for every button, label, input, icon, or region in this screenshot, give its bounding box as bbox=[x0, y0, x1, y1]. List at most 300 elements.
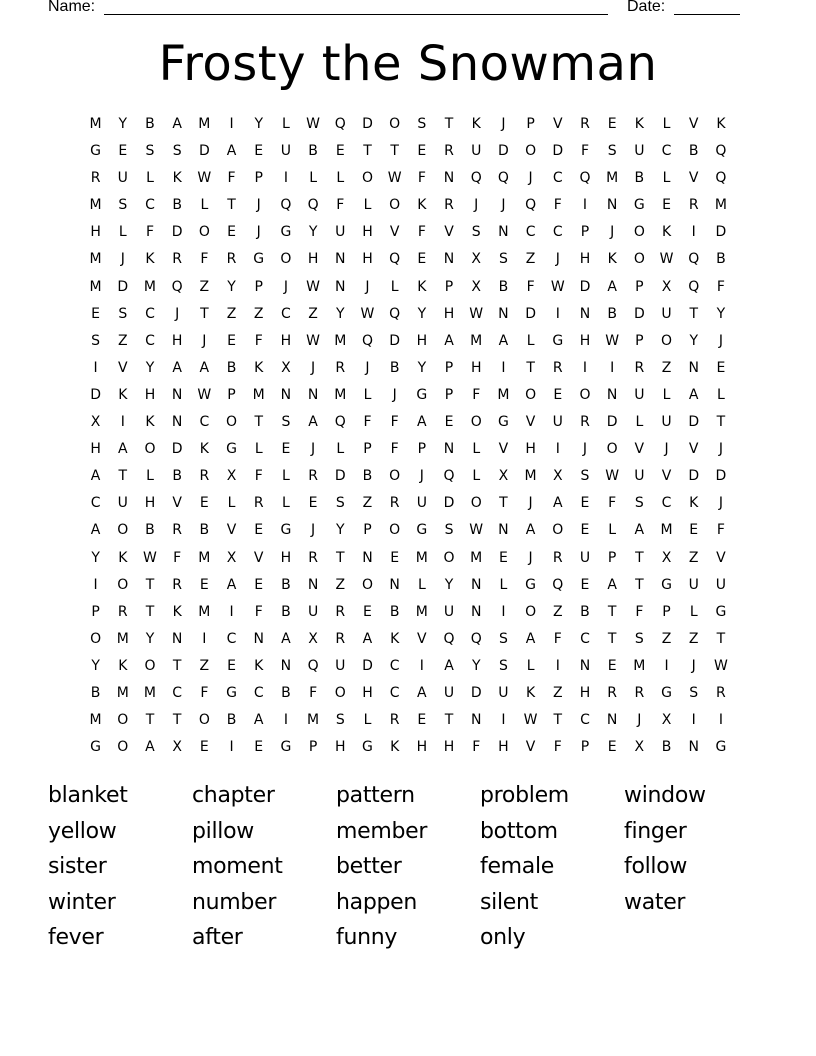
grid-letter[interactable]: I bbox=[555, 441, 560, 458]
grid-letter[interactable]: M bbox=[334, 332, 347, 349]
grid-letter[interactable]: J bbox=[175, 305, 180, 322]
grid-letter[interactable]: K bbox=[118, 549, 128, 566]
grid-letter[interactable]: O bbox=[389, 197, 401, 214]
grid-letter[interactable]: O bbox=[552, 522, 564, 539]
grid-letter[interactable]: Q bbox=[389, 251, 401, 268]
grid-letter[interactable]: Q bbox=[470, 630, 482, 647]
grid-letter[interactable]: G bbox=[253, 251, 265, 268]
grid-letter[interactable]: I bbox=[582, 359, 588, 376]
grid-letter[interactable]: J bbox=[392, 386, 397, 403]
grid-letter[interactable]: E bbox=[227, 332, 236, 349]
grid-letter[interactable]: C bbox=[199, 414, 210, 431]
grid-letter[interactable]: U bbox=[688, 576, 699, 593]
grid-letter[interactable]: A bbox=[281, 630, 291, 647]
grid-letter[interactable]: F bbox=[472, 739, 481, 756]
grid-letter[interactable]: L bbox=[662, 170, 671, 187]
grid-letter[interactable]: H bbox=[525, 441, 536, 458]
grid-letter[interactable]: H bbox=[144, 495, 156, 512]
grid-letter[interactable]: U bbox=[335, 657, 346, 674]
grid-letter[interactable]: V bbox=[552, 116, 563, 132]
grid-letter[interactable]: P bbox=[444, 386, 454, 403]
grid-letter[interactable]: U bbox=[634, 468, 645, 485]
grid-letter[interactable]: M bbox=[198, 116, 211, 132]
grid-letter[interactable]: N bbox=[280, 657, 292, 674]
grid-letter[interactable]: N bbox=[389, 576, 400, 593]
grid-letter[interactable]: W bbox=[605, 332, 620, 349]
grid-letter[interactable]: P bbox=[444, 278, 454, 295]
grid-letter[interactable]: M bbox=[714, 197, 727, 214]
grid-letter[interactable]: L bbox=[200, 197, 209, 214]
grid-letter[interactable]: T bbox=[716, 414, 726, 431]
grid-letter[interactable]: J bbox=[610, 224, 615, 241]
grid-letter[interactable]: G bbox=[416, 522, 428, 539]
grid-letter[interactable]: E bbox=[662, 197, 671, 214]
grid-letter[interactable]: L bbox=[417, 576, 426, 593]
grid-letter[interactable]: U bbox=[443, 684, 455, 701]
grid-letter[interactable]: X bbox=[308, 630, 318, 647]
grid-letter[interactable]: G bbox=[661, 576, 672, 593]
grid-letter[interactable]: A bbox=[688, 386, 699, 403]
grid-letter[interactable]: K bbox=[607, 251, 617, 268]
grid-letter[interactable]: N bbox=[579, 657, 591, 674]
grid-letter[interactable]: Q bbox=[688, 278, 700, 295]
grid-letter[interactable]: O bbox=[389, 522, 401, 539]
grid-letter[interactable]: D bbox=[389, 332, 401, 349]
grid-letter[interactable]: F bbox=[472, 386, 481, 403]
grid-letter[interactable]: C bbox=[226, 630, 237, 647]
grid-letter[interactable]: E bbox=[308, 495, 318, 512]
grid-letter[interactable]: J bbox=[202, 332, 207, 349]
grid-letter[interactable]: U bbox=[416, 495, 427, 512]
grid-letter[interactable]: I bbox=[501, 712, 506, 729]
grid-letter[interactable]: T bbox=[145, 576, 155, 593]
grid-letter[interactable]: F bbox=[553, 739, 562, 756]
grid-letter[interactable]: R bbox=[226, 251, 237, 268]
grid-letter[interactable]: Z bbox=[226, 305, 237, 322]
grid-letter[interactable]: T bbox=[363, 143, 372, 160]
grid-letter[interactable]: O bbox=[525, 603, 537, 620]
grid-letter[interactable]: Y bbox=[689, 332, 698, 349]
grid-letter[interactable]: L bbox=[336, 441, 345, 458]
grid-letter[interactable]: Z bbox=[688, 630, 699, 647]
grid-letter[interactable]: U bbox=[579, 549, 591, 566]
grid-letter[interactable]: Z bbox=[688, 549, 699, 566]
grid-letter[interactable]: L bbox=[662, 116, 671, 132]
grid-letter[interactable]: M bbox=[252, 386, 265, 403]
grid-letter[interactable]: X bbox=[552, 468, 563, 485]
grid-letter[interactable]: C bbox=[552, 224, 563, 241]
grid-letter[interactable]: U bbox=[443, 603, 455, 620]
grid-letter[interactable]: B bbox=[90, 684, 101, 701]
grid-letter[interactable]: O bbox=[90, 630, 102, 647]
grid-letter[interactable]: B bbox=[281, 576, 291, 593]
grid-letter[interactable]: E bbox=[580, 495, 590, 512]
grid-letter[interactable]: B bbox=[226, 712, 237, 729]
grid-letter[interactable]: O bbox=[443, 549, 455, 566]
grid-letter[interactable]: M bbox=[198, 603, 211, 620]
grid-letter[interactable]: E bbox=[417, 712, 427, 729]
grid-letter[interactable]: K bbox=[526, 684, 536, 701]
grid-letter[interactable]: F bbox=[227, 170, 236, 187]
grid-letter[interactable]: X bbox=[226, 549, 237, 566]
grid-letter[interactable]: M bbox=[470, 332, 483, 349]
grid-letter[interactable]: V bbox=[661, 468, 672, 485]
grid-letter[interactable]: W bbox=[143, 549, 157, 566]
grid-letter[interactable]: J bbox=[365, 278, 370, 295]
grid-letter[interactable]: H bbox=[307, 251, 319, 268]
grid-letter[interactable]: L bbox=[472, 468, 481, 485]
grid-letter[interactable]: J bbox=[474, 197, 479, 214]
grid-letter[interactable]: I bbox=[229, 603, 234, 620]
grid-letter[interactable]: L bbox=[146, 468, 154, 485]
grid-letter[interactable]: C bbox=[580, 712, 590, 729]
grid-letter[interactable]: S bbox=[145, 143, 155, 160]
grid-letter[interactable]: T bbox=[526, 359, 535, 376]
grid-letter[interactable]: Z bbox=[525, 251, 536, 268]
grid-letter[interactable]: T bbox=[553, 712, 563, 729]
grid-letter[interactable]: E bbox=[281, 441, 291, 458]
grid-letter[interactable]: M bbox=[497, 386, 510, 403]
grid-letter[interactable]: B bbox=[688, 143, 699, 160]
grid-letter[interactable]: W bbox=[523, 712, 538, 729]
grid-letter[interactable]: Z bbox=[552, 603, 563, 620]
grid-letter[interactable]: F bbox=[716, 278, 725, 295]
grid-letter[interactable]: G bbox=[90, 143, 102, 160]
grid-letter[interactable]: X bbox=[471, 278, 482, 295]
grid-letter[interactable]: T bbox=[254, 414, 263, 431]
grid-letter[interactable]: T bbox=[118, 468, 128, 485]
grid-letter[interactable]: F bbox=[336, 197, 345, 214]
grid-letter[interactable]: O bbox=[117, 712, 129, 729]
grid-letter[interactable]: M bbox=[89, 197, 102, 214]
grid-letter[interactable]: N bbox=[606, 712, 618, 729]
grid-letter[interactable]: R bbox=[90, 170, 101, 187]
grid-letter[interactable]: F bbox=[173, 549, 182, 566]
grid-letter[interactable]: E bbox=[118, 143, 128, 160]
grid-letter[interactable]: U bbox=[117, 495, 128, 512]
grid-letter[interactable]: S bbox=[634, 495, 644, 512]
grid-letter[interactable]: E bbox=[417, 251, 427, 268]
grid-letter[interactable]: J bbox=[582, 441, 588, 458]
grid-letter[interactable]: H bbox=[498, 739, 509, 756]
grid-letter[interactable]: D bbox=[362, 116, 373, 132]
grid-letter[interactable]: U bbox=[117, 170, 128, 187]
grid-letter[interactable]: V bbox=[688, 116, 699, 132]
grid-letter[interactable]: N bbox=[606, 197, 618, 214]
grid-letter[interactable]: Y bbox=[308, 224, 318, 241]
grid-letter[interactable]: L bbox=[254, 441, 263, 458]
grid-letter[interactable]: S bbox=[118, 197, 128, 214]
grid-letter[interactable]: S bbox=[118, 305, 128, 322]
grid-letter[interactable]: H bbox=[362, 224, 373, 241]
grid-letter[interactable]: J bbox=[555, 251, 560, 268]
grid-letter[interactable]: A bbox=[172, 359, 182, 376]
grid-letter[interactable]: O bbox=[389, 116, 401, 132]
grid-letter[interactable]: J bbox=[528, 549, 533, 566]
grid-letter[interactable]: E bbox=[580, 576, 590, 593]
grid-letter[interactable]: L bbox=[282, 468, 290, 485]
grid-letter[interactable]: T bbox=[444, 712, 454, 729]
grid-letter[interactable]: W bbox=[387, 170, 402, 187]
grid-letter[interactable]: P bbox=[417, 441, 427, 458]
grid-letter[interactable]: E bbox=[553, 386, 563, 403]
grid-letter[interactable]: W bbox=[197, 386, 212, 403]
grid-letter[interactable]: D bbox=[579, 278, 591, 295]
grid-letter[interactable]: M bbox=[143, 278, 157, 295]
grid-letter[interactable]: X bbox=[172, 739, 182, 756]
grid-letter[interactable]: L bbox=[662, 386, 671, 403]
grid-letter[interactable]: Y bbox=[336, 522, 345, 539]
grid-letter[interactable]: O bbox=[661, 332, 673, 349]
grid-letter[interactable]: D bbox=[525, 305, 536, 322]
grid-letter[interactable]: O bbox=[117, 576, 129, 593]
grid-letter[interactable]: A bbox=[634, 522, 645, 539]
grid-letter[interactable]: H bbox=[416, 739, 428, 756]
grid-letter[interactable]: O bbox=[198, 712, 210, 729]
grid-letter[interactable]: J bbox=[311, 522, 316, 539]
grid-letter[interactable]: Q bbox=[171, 278, 183, 295]
grid-letter[interactable]: A bbox=[525, 630, 536, 647]
grid-letter[interactable]: N bbox=[253, 630, 264, 647]
grid-letter[interactable]: B bbox=[580, 603, 590, 620]
grid-letter[interactable]: U bbox=[280, 143, 292, 160]
grid-letter[interactable]: P bbox=[635, 332, 644, 349]
grid-letter[interactable]: F bbox=[254, 332, 263, 349]
grid-letter[interactable]: G bbox=[226, 684, 237, 701]
grid-letter[interactable]: O bbox=[117, 739, 129, 756]
grid-letter[interactable]: T bbox=[635, 576, 644, 593]
grid-letter[interactable]: I bbox=[202, 630, 207, 647]
grid-letter[interactable]: K bbox=[390, 630, 400, 647]
grid-letter[interactable]: L bbox=[146, 170, 154, 187]
grid-letter[interactable]: L bbox=[309, 170, 317, 187]
grid-letter[interactable]: V bbox=[389, 224, 400, 241]
grid-letter[interactable]: A bbox=[525, 522, 536, 539]
grid-letter[interactable]: C bbox=[389, 684, 400, 701]
grid-letter[interactable]: C bbox=[145, 332, 155, 349]
grid-letter[interactable]: R bbox=[688, 197, 699, 214]
grid-letter[interactable]: E bbox=[199, 739, 209, 756]
grid-letter[interactable]: P bbox=[662, 603, 671, 620]
grid-letter[interactable]: B bbox=[308, 143, 318, 160]
grid-letter[interactable]: E bbox=[363, 603, 372, 620]
grid-letter[interactable]: J bbox=[718, 441, 723, 458]
grid-letter[interactable]: Q bbox=[280, 197, 292, 214]
grid-letter[interactable]: Q bbox=[688, 251, 700, 268]
grid-letter[interactable]: C bbox=[172, 684, 183, 701]
grid-letter[interactable]: Y bbox=[227, 278, 236, 295]
grid-letter[interactable]: R bbox=[335, 603, 346, 620]
grid-letter[interactable]: L bbox=[472, 441, 481, 458]
grid-letter[interactable]: I bbox=[555, 305, 560, 322]
grid-letter[interactable]: D bbox=[498, 143, 509, 160]
grid-letter[interactable]: C bbox=[90, 495, 101, 512]
grid-letter[interactable]: M bbox=[633, 657, 646, 674]
grid-letter[interactable]: E bbox=[254, 522, 264, 539]
grid-letter[interactable]: K bbox=[172, 603, 182, 620]
grid-letter[interactable]: O bbox=[579, 386, 591, 403]
grid-letter[interactable]: T bbox=[227, 197, 236, 214]
grid-letter[interactable]: N bbox=[171, 414, 183, 431]
grid-letter[interactable]: G bbox=[552, 332, 564, 349]
date-blank-line[interactable] bbox=[674, 14, 740, 15]
grid-letter[interactable]: L bbox=[689, 603, 698, 620]
grid-letter[interactable]: P bbox=[91, 603, 100, 620]
grid-letter[interactable]: P bbox=[363, 441, 372, 458]
grid-letter[interactable]: M bbox=[89, 116, 102, 132]
grid-letter[interactable]: D bbox=[633, 305, 645, 322]
grid-letter[interactable]: F bbox=[417, 170, 426, 187]
grid-letter[interactable]: M bbox=[606, 170, 619, 187]
grid-letter[interactable]: K bbox=[145, 414, 155, 431]
grid-letter[interactable]: S bbox=[417, 116, 427, 132]
grid-letter[interactable]: D bbox=[470, 684, 482, 701]
grid-letter[interactable]: M bbox=[198, 549, 211, 566]
grid-letter[interactable]: G bbox=[715, 739, 727, 756]
grid-letter[interactable]: N bbox=[335, 251, 346, 268]
grid-letter[interactable]: S bbox=[634, 630, 644, 647]
grid-letter[interactable]: R bbox=[172, 522, 183, 539]
grid-letter[interactable]: I bbox=[664, 657, 669, 674]
grid-letter[interactable]: A bbox=[253, 712, 264, 729]
grid-letter[interactable]: A bbox=[145, 739, 155, 756]
grid-letter[interactable]: G bbox=[280, 522, 292, 539]
grid-letter[interactable]: V bbox=[444, 224, 454, 241]
grid-letter[interactable]: F bbox=[716, 522, 725, 539]
grid-letter[interactable]: J bbox=[501, 197, 506, 214]
grid-letter[interactable]: Z bbox=[199, 278, 210, 295]
grid-letter[interactable]: I bbox=[283, 712, 288, 729]
grid-letter[interactable]: H bbox=[171, 332, 183, 349]
grid-letter[interactable]: P bbox=[254, 278, 263, 295]
grid-letter[interactable]: W bbox=[469, 522, 484, 539]
grid-letter[interactable]: Q bbox=[497, 170, 509, 187]
grid-letter[interactable]: P bbox=[526, 116, 535, 132]
grid-letter[interactable]: D bbox=[334, 468, 346, 485]
grid-letter[interactable]: F bbox=[580, 143, 589, 160]
grid-letter[interactable]: Y bbox=[254, 116, 263, 132]
grid-letter[interactable]: Z bbox=[308, 305, 318, 322]
grid-letter[interactable]: B bbox=[199, 522, 210, 539]
grid-letter[interactable]: I bbox=[691, 224, 696, 241]
grid-letter[interactable]: C bbox=[525, 224, 536, 241]
grid-letter[interactable]: S bbox=[335, 495, 345, 512]
grid-letter[interactable]: R bbox=[552, 549, 563, 566]
grid-letter[interactable]: M bbox=[334, 386, 347, 403]
grid-letter[interactable]: G bbox=[497, 414, 509, 431]
grid-letter[interactable]: D bbox=[688, 414, 700, 431]
grid-letter[interactable]: E bbox=[199, 576, 209, 593]
grid-letter[interactable]: H bbox=[280, 332, 292, 349]
grid-letter[interactable]: O bbox=[361, 576, 373, 593]
grid-letter[interactable]: I bbox=[229, 116, 234, 132]
grid-letter[interactable]: N bbox=[688, 739, 699, 756]
grid-letter[interactable]: Q bbox=[334, 414, 346, 431]
grid-letter[interactable]: H bbox=[579, 251, 591, 268]
grid-letter[interactable]: E bbox=[689, 522, 699, 539]
grid-letter[interactable]: T bbox=[607, 630, 617, 647]
grid-letter[interactable]: Q bbox=[334, 116, 346, 132]
grid-letter[interactable]: K bbox=[172, 170, 182, 187]
grid-letter[interactable]: N bbox=[498, 522, 509, 539]
grid-letter[interactable]: R bbox=[634, 359, 645, 376]
grid-letter[interactable]: G bbox=[362, 739, 373, 756]
grid-letter[interactable]: B bbox=[389, 359, 400, 376]
grid-letter[interactable]: A bbox=[172, 116, 182, 132]
grid-letter[interactable]: J bbox=[691, 657, 696, 674]
grid-letter[interactable]: E bbox=[607, 657, 617, 674]
grid-letter[interactable]: Z bbox=[253, 305, 264, 322]
grid-letter[interactable]: H bbox=[362, 251, 373, 268]
grid-letter[interactable]: Q bbox=[552, 576, 564, 593]
grid-letter[interactable]: B bbox=[389, 603, 400, 620]
grid-letter[interactable]: L bbox=[282, 495, 290, 512]
grid-letter[interactable]: O bbox=[470, 495, 482, 512]
grid-letter[interactable]: W bbox=[306, 278, 321, 295]
grid-letter[interactable]: B bbox=[498, 278, 509, 295]
grid-letter[interactable]: S bbox=[281, 414, 291, 431]
grid-letter[interactable]: S bbox=[580, 468, 590, 485]
grid-letter[interactable]: F bbox=[254, 468, 263, 485]
grid-letter[interactable]: B bbox=[607, 305, 617, 322]
grid-letter[interactable]: Q bbox=[715, 170, 727, 187]
grid-letter[interactable]: I bbox=[555, 657, 560, 674]
grid-letter[interactable]: A bbox=[226, 143, 237, 160]
grid-letter[interactable]: T bbox=[145, 603, 155, 620]
grid-letter[interactable]: O bbox=[389, 468, 401, 485]
grid-letter[interactable]: Q bbox=[307, 197, 319, 214]
grid-letter[interactable]: R bbox=[389, 712, 400, 729]
grid-letter[interactable]: B bbox=[226, 359, 237, 376]
grid-letter[interactable]: B bbox=[362, 468, 373, 485]
grid-letter[interactable]: Y bbox=[444, 576, 454, 593]
grid-letter[interactable]: O bbox=[606, 441, 618, 458]
grid-letter[interactable]: J bbox=[528, 170, 533, 187]
grid-letter[interactable]: P bbox=[580, 224, 590, 241]
grid-letter[interactable]: O bbox=[117, 522, 129, 539]
grid-letter[interactable]: F bbox=[145, 224, 154, 241]
grid-letter[interactable]: Q bbox=[715, 143, 727, 160]
grid-letter[interactable]: I bbox=[501, 603, 506, 620]
grid-letter[interactable]: Q bbox=[443, 630, 455, 647]
grid-letter[interactable]: M bbox=[307, 712, 320, 729]
grid-letter[interactable]: N bbox=[498, 224, 509, 241]
grid-letter[interactable]: A bbox=[90, 522, 101, 539]
grid-letter[interactable]: E bbox=[390, 549, 400, 566]
grid-letter[interactable]: R bbox=[716, 684, 726, 701]
grid-letter[interactable]: W bbox=[306, 116, 321, 132]
grid-letter[interactable]: G bbox=[525, 576, 537, 593]
grid-letter[interactable]: K bbox=[118, 386, 128, 403]
grid-letter[interactable]: D bbox=[117, 278, 129, 295]
grid-letter[interactable]: K bbox=[689, 495, 699, 512]
grid-letter[interactable]: W bbox=[713, 657, 728, 674]
grid-letter[interactable]: Z bbox=[117, 332, 128, 349]
grid-letter[interactable]: T bbox=[390, 143, 399, 160]
grid-letter[interactable]: D bbox=[362, 657, 373, 674]
grid-letter[interactable]: V bbox=[525, 414, 536, 431]
grid-letter[interactable]: D bbox=[171, 224, 183, 241]
grid-letter[interactable]: U bbox=[634, 386, 645, 403]
grid-letter[interactable]: Z bbox=[335, 576, 346, 593]
grid-letter[interactable]: I bbox=[610, 359, 615, 376]
grid-letter[interactable]: S bbox=[498, 657, 508, 674]
grid-letter[interactable]: G bbox=[661, 684, 672, 701]
grid-letter[interactable]: D bbox=[606, 414, 618, 431]
grid-letter[interactable]: U bbox=[471, 143, 482, 160]
grid-letter[interactable]: E bbox=[335, 143, 345, 160]
grid-letter[interactable]: W bbox=[605, 468, 620, 485]
